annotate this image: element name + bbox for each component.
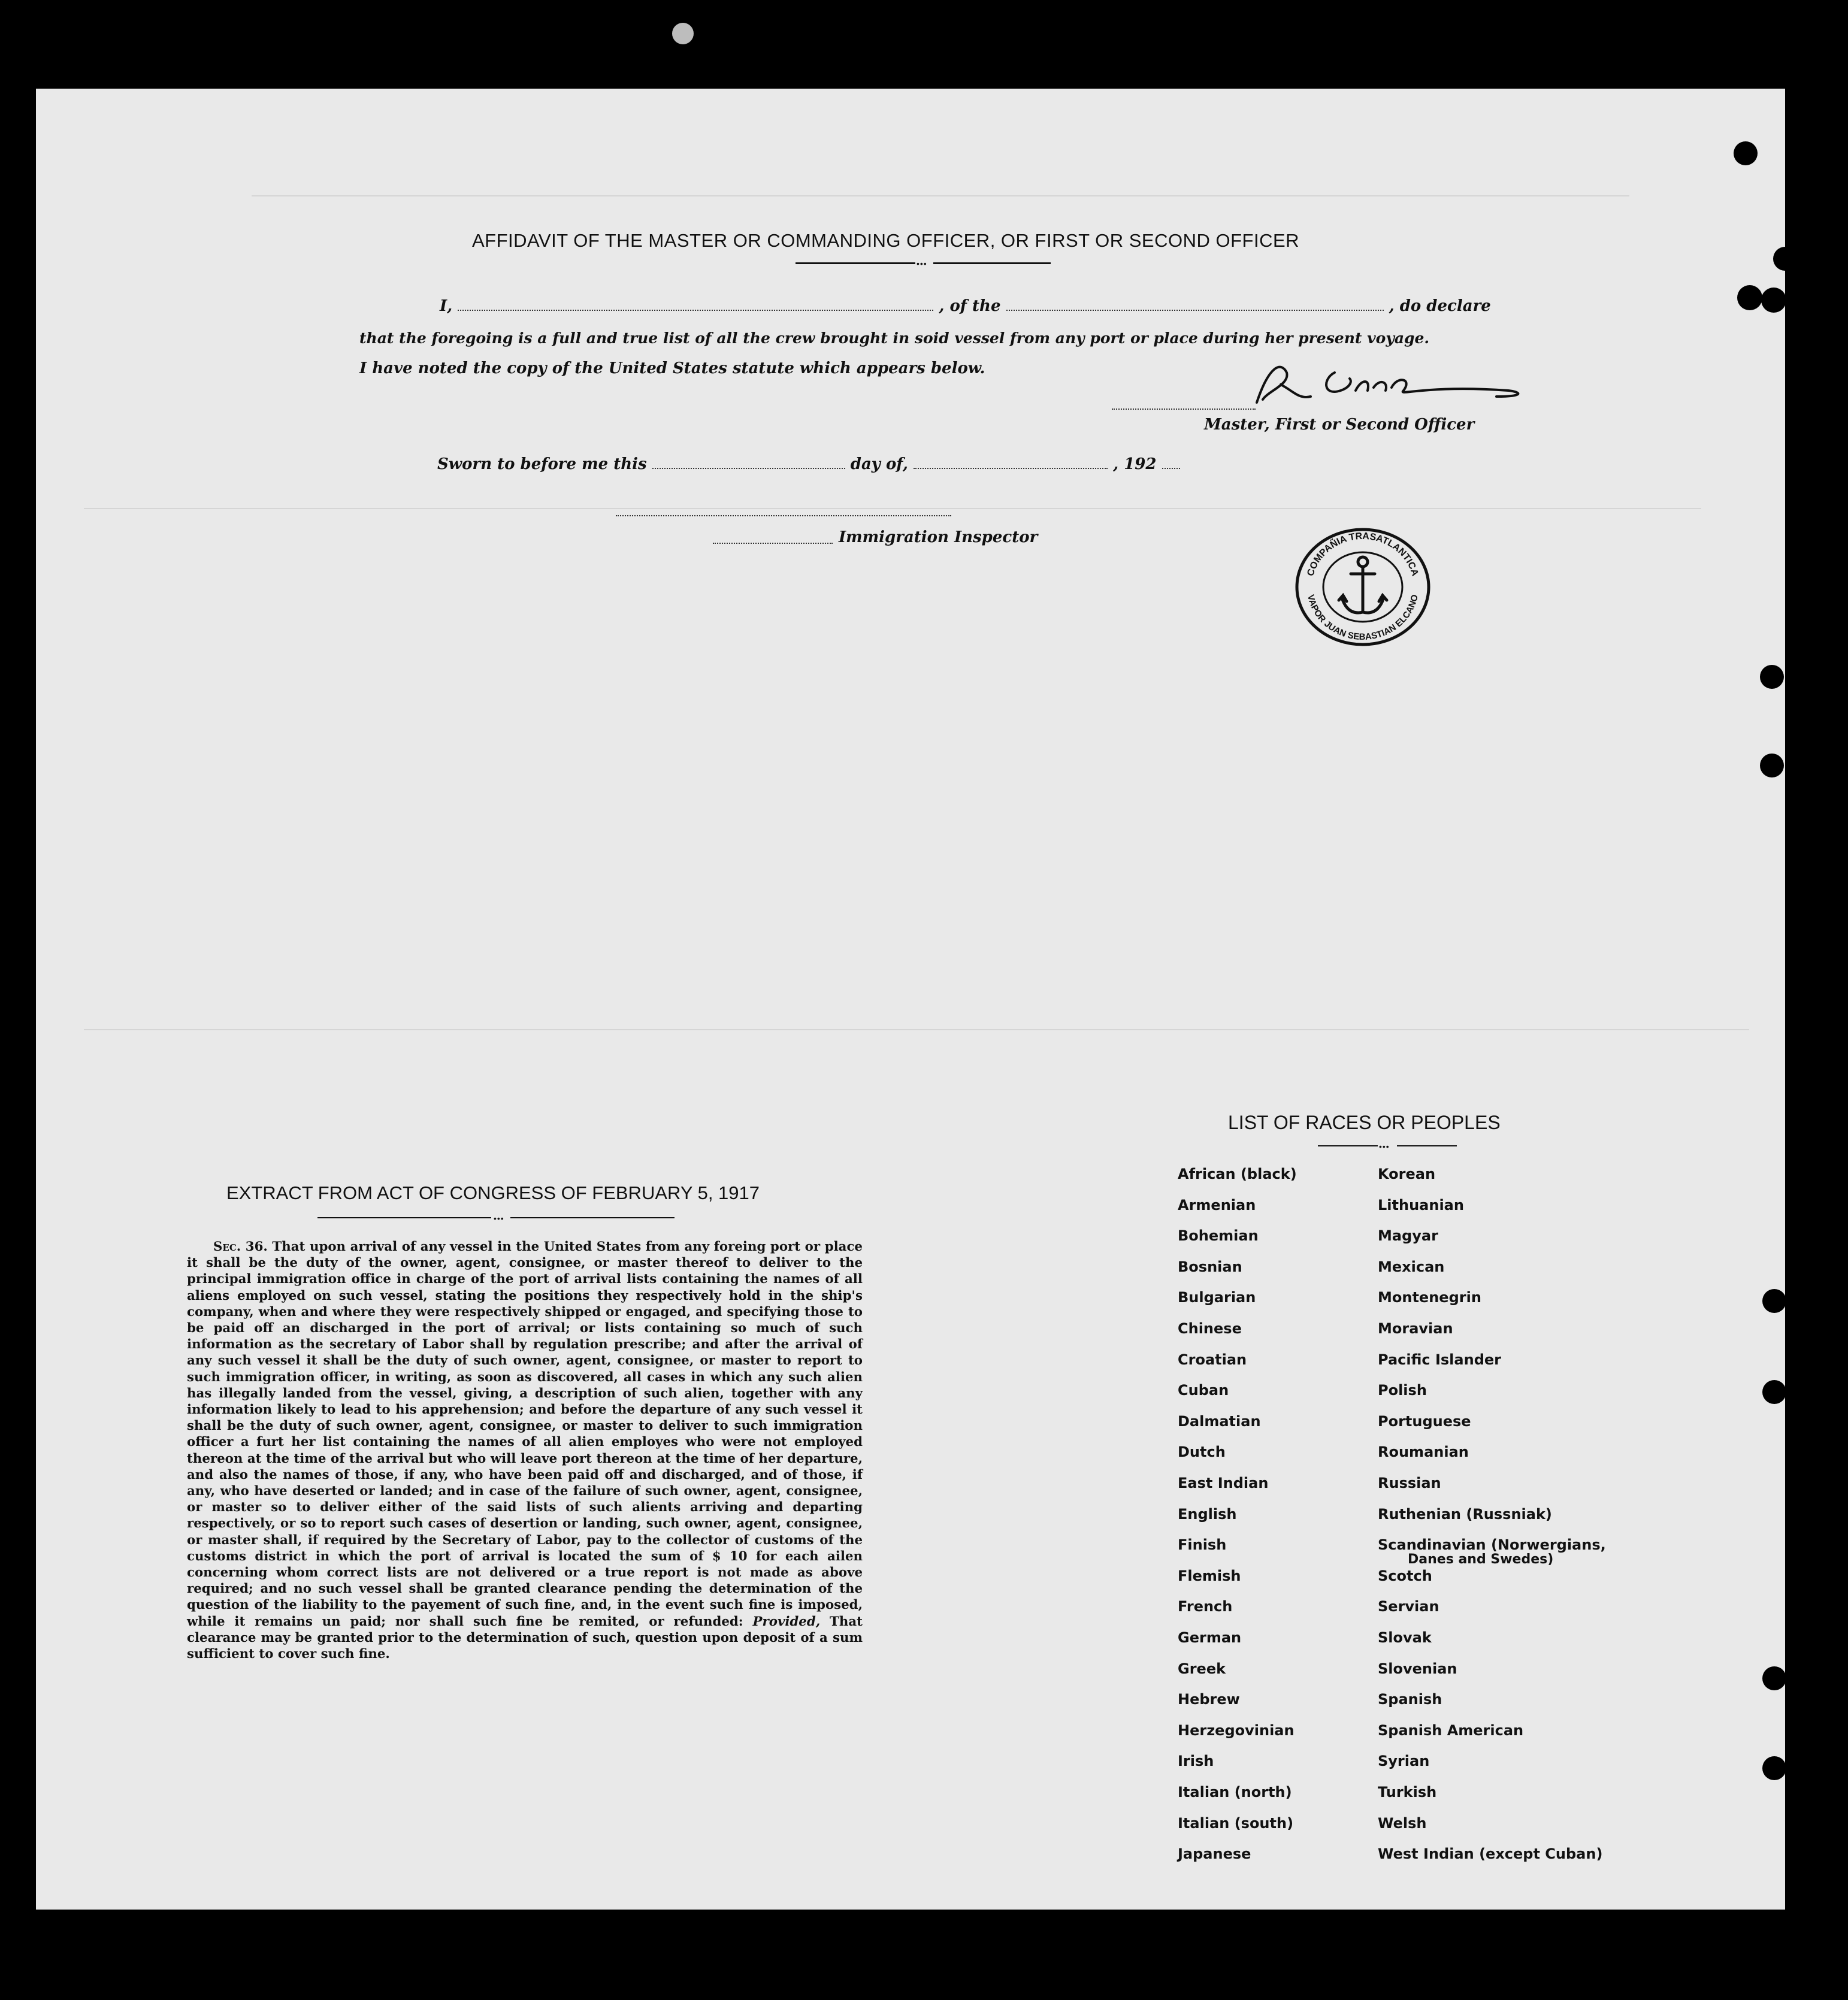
- race-item: [1378, 1382, 1427, 1399]
- race-item: Italian (south): [1178, 1814, 1294, 1832]
- statute-tail: That clearance may be granted prior to the determination of such, question upon deposit of a sum sufficient to cover such fine.: [187, 1614, 863, 1662]
- race-item: German: [1178, 1629, 1242, 1646]
- race-item-label: West Indian (except Cuban): [1378, 1845, 1603, 1863]
- race-item-label: Magyar: [1378, 1227, 1438, 1245]
- sworn-year-field[interactable]: [1162, 467, 1180, 469]
- provided-term: Provided,: [752, 1614, 821, 1629]
- race-item-label: Polish: [1378, 1382, 1427, 1399]
- statute-note: I have noted the copy of the United States statute which appears below.: [359, 359, 985, 377]
- race-item: [1378, 1660, 1457, 1677]
- race-item: Croatian: [1178, 1351, 1247, 1368]
- race-item-label: Scotch: [1378, 1567, 1432, 1584]
- race-item: African (black): [1178, 1166, 1297, 1182]
- extract-title: EXTRACT FROM ACT OF CONGRESS OF FEBRUARY 5, 1917: [226, 1182, 760, 1203]
- statute-body: That upon arrival of any vessel in the United States from any foreing port or place it shall be the duty of the owner, agent, consignee, or master thereof to deliver to the principal immigration office in charge of the port of arrival lists containing the names of all aliens employed on such vessel, stating the positions they respectively hold in the ship's company, when and where they were respectively shipped or engaged, and specifying those to be paid off an discharged in the port of arrival; or lists containing so much of such information as the secretary of Labor shall by regulation prescribe; and after the arrival of any such vessel it shall be the duty of such owner, agent, consignee, or master to report to such immigration officer, in writing, as soon as discovered, all cases in which any such alien has illegally landed from the vessel, giving, a description of such alien, together with any information likely to lead to his apprehension; and before the departure of any such vessel it shall be the duty of such owner, agent, consignee, or master to deliver to such immigration officer a furt her list containing the names of all alien employes who were not employed thereon at the time of the arrival but who will leave port thereon at the time of her departure, and also the names of those, if any, who have been paid off and discharged, and of those, if any, who have deserted or landed; and in case of the failure of such owner, agent, consignee, or master so to deliver either of the said lists of such alients arriving and departing respectively, or so to report such cases of desertion or landing, such owner, agent, consignee, or master shall, if required by the Secretary of Labor, pay to the collector of customs of the customs district in which the port of arrival is located the sum of $ 10 for each ailen concerning whom correct lists are not delivered or a true report is not made as above required; and no such vessel shall be granted clearance pending the determination of the question of the liability to the payement of such fine, and, in the event such fine is imposed, while it remains un paid; nor shall such fine be remited, or refunded:: [187, 1239, 863, 1629]
- races-divider-left: [1318, 1145, 1378, 1146]
- races-divider-dots: •••: [1379, 1142, 1390, 1151]
- race-item-label: Lithuanian: [1378, 1196, 1464, 1214]
- race-item: [1378, 1444, 1469, 1460]
- race-item: East Indian: [1178, 1475, 1269, 1491]
- race-item: [1378, 1598, 1439, 1615]
- punch-hole: [1773, 247, 1797, 271]
- race-item: [1378, 1536, 1606, 1566]
- race-item: [1378, 1722, 1523, 1739]
- title-divider-dots: •••: [917, 259, 927, 268]
- races-title: LIST OF RACES OR PEOPLES: [1228, 1112, 1501, 1133]
- race-item-label: Portuguese: [1378, 1412, 1471, 1430]
- race-item-label: Montenegrin: [1378, 1289, 1481, 1306]
- race-item-label: Korean: [1378, 1166, 1436, 1182]
- race-item: Irish: [1178, 1753, 1214, 1770]
- race-item: [1378, 1166, 1435, 1182]
- race-item: French: [1178, 1598, 1233, 1615]
- race-item: Bosnian: [1178, 1258, 1242, 1275]
- race-item: Flemish: [1178, 1567, 1241, 1584]
- vessel-field[interactable]: [1006, 308, 1384, 311]
- race-item: [1378, 1691, 1442, 1708]
- extract-divider-dots: •••: [494, 1214, 504, 1223]
- punch-hole: [1762, 1380, 1786, 1404]
- torn-edge: [1791, 299, 1839, 443]
- races-divider-right: [1397, 1145, 1457, 1146]
- race-item: Herzegovinian: [1178, 1721, 1294, 1739]
- declaration-text: that the foregoing is a full and true list of all the crew brought in soid vessel from any port or place during her present voyage.: [359, 329, 1430, 347]
- race-item: Italian (north): [1178, 1784, 1292, 1801]
- race-item-label: Syrian: [1378, 1753, 1430, 1770]
- race-item-label: Welsh: [1378, 1814, 1427, 1832]
- sworn-line: [437, 455, 1180, 473]
- race-item: [1378, 1197, 1464, 1214]
- race-item-label: Roumanian: [1378, 1444, 1469, 1461]
- race-item: [1378, 1320, 1453, 1337]
- race-item: Hebrew: [1178, 1691, 1240, 1708]
- seal-top-text: COMPAÑIA TRASATLANTICA: [1305, 531, 1420, 577]
- punch-hole: [1760, 665, 1784, 689]
- race-item: Armenian: [1178, 1196, 1256, 1214]
- race-item: [1378, 1506, 1552, 1523]
- race-item-label: Scandinavian (Norwergians,: [1378, 1536, 1606, 1554]
- race-item-label: Servian: [1378, 1598, 1439, 1615]
- title-divider-left: [796, 262, 915, 264]
- race-item: [1378, 1753, 1429, 1769]
- extract-divider-right: [510, 1217, 675, 1218]
- punch-hole: [1734, 141, 1758, 165]
- race-item: [1378, 1845, 1602, 1862]
- race-item: Greek: [1178, 1660, 1226, 1677]
- inspector-name-line: [713, 541, 833, 544]
- inspector-signature-line: [616, 514, 951, 516]
- race-item: [1378, 1815, 1427, 1832]
- race-item: Bulgarian: [1178, 1289, 1256, 1306]
- race-item: [1378, 1629, 1432, 1646]
- race-item: [1378, 1784, 1436, 1801]
- race-item: Cuban: [1178, 1382, 1229, 1399]
- affidavit-title: AFFIDAVIT OF THE MASTER OR COMMANDING OFFICER, OR FIRST OR SECOND OFFICER: [472, 230, 1300, 251]
- signature-line: [1112, 407, 1256, 410]
- extract-divider-left: [317, 1217, 491, 1218]
- master-signature: [1245, 355, 1544, 414]
- race-item: [1378, 1289, 1481, 1306]
- name-field[interactable]: [458, 308, 933, 311]
- race-item: Bohemian: [1178, 1227, 1259, 1245]
- scan-mark: [672, 23, 694, 44]
- race-item: Finish: [1178, 1536, 1227, 1554]
- signer-title: Master, First or Second Officer: [1204, 416, 1475, 434]
- anchor-icon: [1339, 557, 1387, 613]
- race-item: [1378, 1351, 1501, 1368]
- race-item: [1378, 1258, 1444, 1275]
- race-item-continuation: Danes and Swedes): [1408, 1552, 1554, 1568]
- race-item: Chinese: [1178, 1320, 1242, 1337]
- punch-hole: [1762, 1289, 1786, 1313]
- race-item: Dutch: [1178, 1444, 1226, 1461]
- race-item-label: Russian: [1378, 1475, 1441, 1491]
- sworn-month-field[interactable]: [914, 467, 1108, 469]
- punch-hole: [1762, 1666, 1786, 1690]
- declare-label: , do declare: [1389, 297, 1491, 315]
- punch-hole: [1761, 288, 1786, 313]
- punch-hole: [1737, 285, 1762, 310]
- race-item-label: Pacific Islander: [1378, 1351, 1501, 1368]
- race-item-label: Spanish: [1378, 1691, 1442, 1708]
- race-item-label: Mexican: [1378, 1258, 1445, 1275]
- bleed-through-rule: [84, 1029, 1749, 1030]
- sworn-day-field[interactable]: [652, 467, 845, 469]
- bleed-through-rule: [252, 195, 1629, 196]
- race-item: English: [1178, 1505, 1237, 1523]
- sworn-label: Sworn to before me this: [437, 455, 647, 473]
- race-item-label: Spanish American: [1378, 1721, 1524, 1739]
- race-item-label: Slovak: [1378, 1629, 1432, 1646]
- race-item: [1378, 1568, 1432, 1584]
- title-divider-right: [933, 262, 1051, 264]
- punch-hole: [1762, 1756, 1786, 1780]
- day-of-label: day of,: [850, 455, 908, 473]
- statute-text: [187, 1239, 863, 1662]
- i-label: I,: [440, 297, 453, 315]
- inspector-label: Immigration Inspector: [839, 528, 1038, 546]
- company-seal: [1294, 527, 1432, 647]
- punch-hole: [1760, 754, 1784, 777]
- race-item: [1378, 1413, 1471, 1430]
- race-item-label: Moravian: [1378, 1320, 1453, 1337]
- declarant-line: [440, 297, 1491, 315]
- year-label: , 192: [1113, 455, 1157, 473]
- seal-bottom-text: VAPOR JUAN SEBASTIAN ELCANO: [1305, 593, 1420, 643]
- race-item: [1378, 1227, 1438, 1244]
- section-label: Sec. 36.: [213, 1239, 268, 1254]
- race-item-label: Slovenian: [1378, 1660, 1457, 1677]
- bleed-through-rule: [84, 508, 1701, 509]
- race-item: [1378, 1475, 1441, 1491]
- race-item-label: Turkish: [1378, 1784, 1437, 1801]
- of-the-label: , of the: [939, 297, 1001, 315]
- race-item: Japanese: [1178, 1845, 1251, 1863]
- race-item-label: Ruthenian (Russniak): [1378, 1505, 1552, 1523]
- race-item: Dalmatian: [1178, 1412, 1261, 1430]
